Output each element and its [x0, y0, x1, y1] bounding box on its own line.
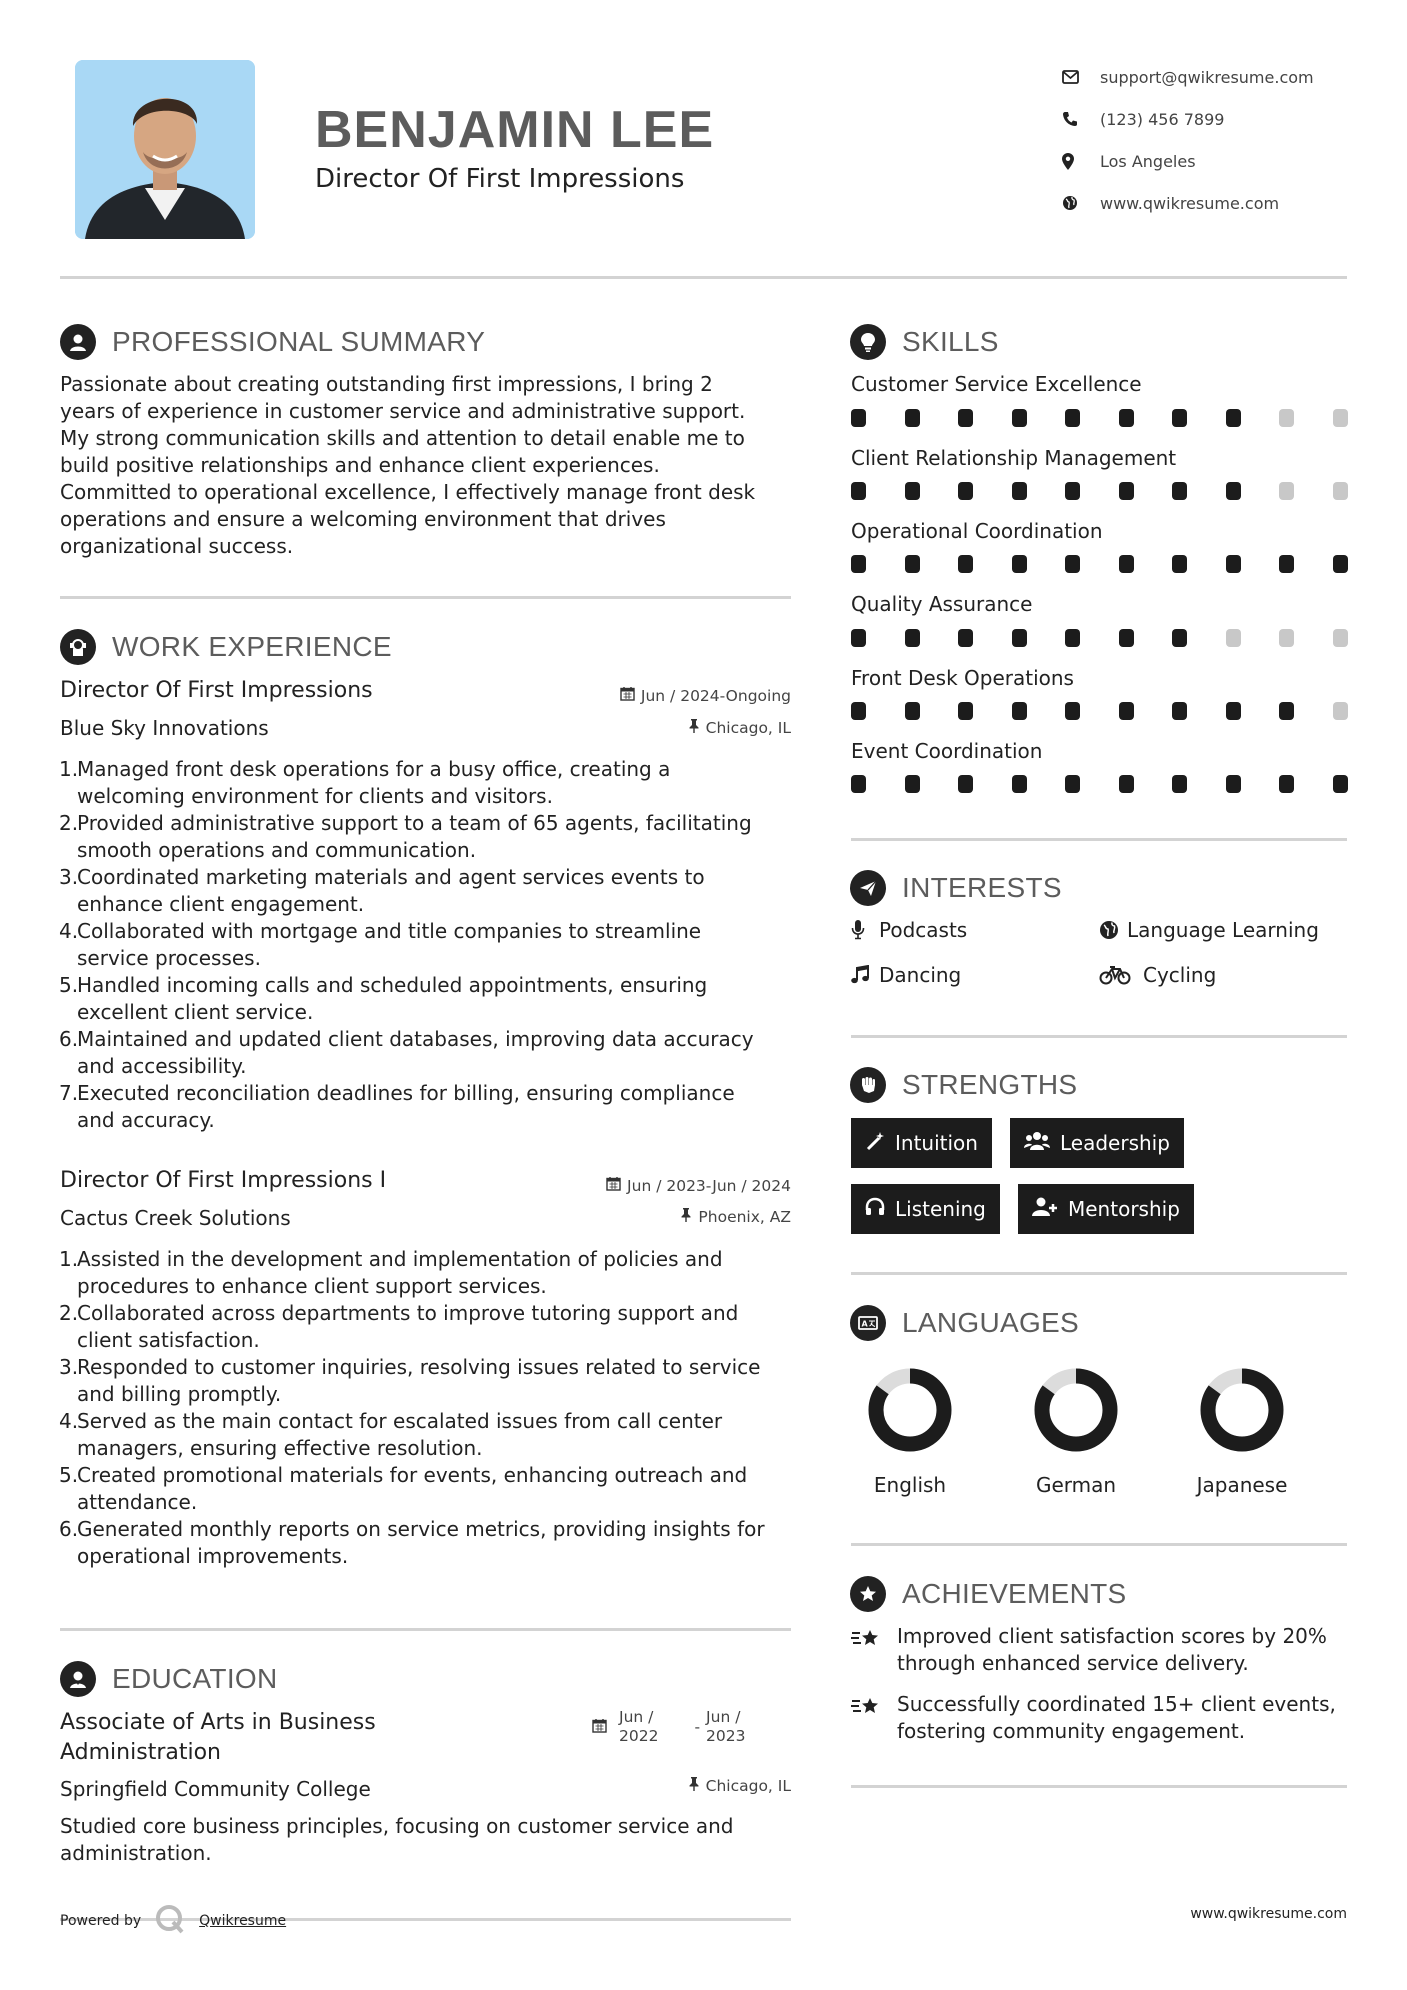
skill-rating — [851, 482, 1348, 500]
work-heading-text: WORK EXPERIENCE — [112, 631, 392, 662]
summary-line: My strong communication skills and attention to detail enable me to — [60, 426, 745, 450]
skill-dot-filled — [1226, 702, 1241, 720]
work-divider — [60, 1628, 791, 1631]
skill-dot-filled — [958, 629, 973, 647]
education-dates — [592, 1708, 746, 1746]
skill-dot-empty — [1333, 409, 1348, 427]
skill-dot-filled — [1172, 702, 1187, 720]
language-ring — [868, 1368, 952, 1452]
globe-icon — [1062, 195, 1100, 211]
skill-dot-filled — [1226, 555, 1241, 573]
pushpin-icon — [688, 719, 700, 737]
skill-name: Quality Assurance — [851, 592, 1033, 616]
job-title: Director Of First Impressions I — [60, 1168, 387, 1193]
job-dates — [606, 1176, 791, 1195]
skill-dot-filled — [1172, 409, 1187, 427]
strength-label: Intuition — [895, 1131, 978, 1155]
skill-dot-filled — [1279, 775, 1294, 793]
interest-item — [1099, 918, 1319, 942]
skill-dot-filled — [958, 702, 973, 720]
shooting-star-icon — [851, 1691, 897, 1745]
language-ring — [1200, 1368, 1284, 1452]
job-location-text: Chicago, IL — [705, 719, 791, 737]
skill-dot-filled — [958, 775, 973, 793]
skills-heading — [850, 324, 999, 360]
user-plus-icon — [1032, 1197, 1058, 1222]
language-name: English — [873, 1473, 947, 1497]
skill-rating — [851, 629, 1348, 647]
skill-dot-filled — [1065, 482, 1080, 500]
list-item: 3. Responded to customer inquiries, resolving issues related to service and billing promptly. — [59, 1355, 761, 1406]
summary-line: organizational success. — [60, 534, 294, 558]
job-dates-text: Jun / 2024-Ongoing — [640, 686, 791, 705]
skill-dot-filled — [851, 482, 866, 500]
headphones-icon — [865, 1197, 885, 1222]
education-end-date: Jun / 2023 — [706, 1708, 746, 1745]
skill-dot-filled — [851, 775, 866, 793]
calendar-icon — [606, 1176, 621, 1195]
skill-dot-empty — [1279, 409, 1294, 427]
interest-item — [851, 963, 961, 987]
skill-rating — [851, 775, 1348, 793]
languages-heading — [850, 1305, 1079, 1341]
skill-dot-filled — [1065, 629, 1080, 647]
skill-dot-filled — [958, 555, 973, 573]
contact-phone — [1062, 98, 1382, 140]
job-bullets — [59, 1246, 799, 1570]
skill-dot-filled — [1279, 555, 1294, 573]
strength-badge — [1018, 1184, 1194, 1234]
work-heading — [60, 629, 392, 665]
header-divider — [60, 276, 1347, 279]
skill-dot-filled — [905, 702, 920, 720]
skill-name: Event Coordination — [851, 739, 1043, 763]
job-title: Director Of First Impressions — [60, 678, 373, 703]
degree-line: Associate of Arts in Business — [60, 1710, 376, 1735]
skill-dot-filled — [1333, 775, 1348, 793]
interest-label: Language Learning — [1127, 918, 1319, 942]
location-text: Los Angeles — [1100, 151, 1196, 171]
paper-plane-icon — [850, 870, 886, 906]
education-desc-line: administration. — [60, 1841, 212, 1865]
achievement-item — [851, 1691, 1336, 1745]
skill-dot-empty — [1279, 629, 1294, 647]
skill-dot-filled — [1172, 629, 1187, 647]
skill-dot-filled — [851, 409, 866, 427]
strengths-heading — [850, 1067, 1077, 1103]
list-item: 2. Collaborated across departments to improve tutoring support and client satisfaction. — [59, 1301, 739, 1352]
contact-location — [1062, 140, 1382, 182]
education-location-text: Chicago, IL — [705, 1777, 791, 1795]
magic-wand-icon — [865, 1131, 885, 1156]
list-item: 4. Served as the main contact for escalated issues from call center managers, ensuring effective resolution. — [59, 1409, 723, 1460]
phone-icon — [1062, 111, 1100, 127]
skill-dot-filled — [905, 629, 920, 647]
skill-dot-empty — [1333, 629, 1348, 647]
email-text[interactable]: support@qwikresume.com — [1100, 67, 1314, 87]
skill-dot-filled — [958, 409, 973, 427]
fist-icon — [850, 1067, 886, 1103]
candidate-title: Director Of First Impressions — [315, 164, 685, 194]
skill-name: Front Desk Operations — [851, 666, 1074, 690]
education-location — [688, 1777, 791, 1795]
skill-rating — [851, 702, 1348, 720]
interest-item — [851, 918, 967, 942]
education-description — [60, 1813, 800, 1867]
list-item: 6. Maintained and updated client databases, improving data accuracy and accessibility. — [59, 1027, 754, 1078]
qwikresume-logo-icon — [155, 1904, 185, 1938]
pushpin-icon — [680, 1208, 692, 1226]
list-item: 4. Collaborated with mortgage and title companies to streamline service processes. — [59, 919, 702, 970]
skill-dot-filled — [1226, 409, 1241, 427]
footer-powered — [60, 1904, 286, 1938]
strength-label: Listening — [895, 1197, 986, 1221]
job-bullets — [59, 756, 799, 1134]
skill-dot-filled — [851, 629, 866, 647]
skill-dot-filled — [958, 482, 973, 500]
skills-heading-text: SKILLS — [902, 326, 999, 357]
skill-name: Client Relationship Management — [851, 446, 1177, 470]
brand-link[interactable]: Qwikresume — [199, 1913, 287, 1929]
list-item: 5. Created promotional materials for events, enhancing outreach and attendance. — [59, 1463, 748, 1514]
skill-dot-filled — [1226, 775, 1241, 793]
summary-line: operations and ensure a welcoming environment that drives — [60, 507, 666, 531]
achievement-item — [851, 1623, 1327, 1677]
job-location — [688, 719, 791, 737]
list-item: 1. Managed front desk operations for a busy office, creating a welcoming environment for clients and visitors. — [59, 757, 671, 808]
skill-dot-filled — [905, 775, 920, 793]
skill-dot-filled — [1012, 629, 1027, 647]
job-dates — [620, 686, 791, 705]
interest-item — [1099, 963, 1216, 987]
interests-heading — [850, 870, 1062, 906]
music-note-icon — [851, 965, 879, 985]
summary-line: Committed to operational excellence, I effectively manage front desk — [60, 480, 756, 504]
skill-rating — [851, 555, 1348, 573]
skill-dot-filled — [1172, 775, 1187, 793]
skill-dot-filled — [905, 409, 920, 427]
list-item: 5. Handled incoming calls and scheduled appointments, ensuring excellent client service. — [59, 973, 708, 1024]
achievement-line: Successfully coordinated 15+ client events, — [897, 1692, 1336, 1716]
languages-heading-text: LANGUAGES — [902, 1307, 1079, 1338]
envelope-icon — [1062, 70, 1100, 84]
skill-dot-filled — [905, 482, 920, 500]
calendar-icon — [592, 1708, 607, 1737]
list-item: 3. Coordinated marketing materials and agent services events to enhance client engagement. — [59, 865, 705, 916]
skill-dot-filled — [851, 702, 866, 720]
strength-label: Leadership — [1060, 1131, 1170, 1155]
skill-dot-empty — [1333, 482, 1348, 500]
interest-label: Dancing — [879, 963, 962, 987]
job-location — [680, 1208, 791, 1226]
skill-dot-filled — [905, 555, 920, 573]
skill-dot-empty — [1279, 482, 1294, 500]
achievement-line: Improved client satisfaction scores by 20% — [897, 1624, 1327, 1648]
degree-line: Administration — [60, 1740, 221, 1765]
skill-dot-empty — [1226, 629, 1241, 647]
svg-text:A: A — [861, 1319, 868, 1329]
achievements-heading-text: ACHIEVEMENTS — [902, 1578, 1127, 1609]
summary-heading — [60, 324, 485, 360]
profile-photo — [75, 60, 255, 239]
skill-dot-filled — [1172, 555, 1187, 573]
contact-block — [1062, 56, 1382, 224]
date-separator: - — [694, 1718, 701, 1736]
pushpin-icon — [688, 1777, 700, 1795]
skill-dot-filled — [1119, 775, 1134, 793]
skill-dot-filled — [1119, 409, 1134, 427]
user-icon — [60, 324, 96, 360]
skill-dot-filled — [1012, 775, 1027, 793]
degree-title — [60, 1708, 376, 1768]
list-item: 2. Provided administrative support to a team of 65 agents, facilitating smooth operations and communication. — [59, 811, 752, 862]
list-item: 1. Assisted in the development and implementation of policies and procedures to enhance client support services. — [59, 1247, 723, 1298]
candidate-name: BENJAMIN LEE — [315, 101, 715, 159]
job-dates-text: Jun / 2023-Jun / 2024 — [627, 1176, 791, 1195]
lightbulb-icon — [850, 324, 886, 360]
language-icon — [850, 1305, 886, 1341]
list-item: 7. Executed reconciliation deadlines for billing, ensuring compliance and accuracy. — [59, 1081, 735, 1132]
education-heading-text: EDUCATION — [112, 1663, 278, 1694]
job-location-text: Phoenix, AZ — [698, 1208, 791, 1226]
summary-heading-text: PROFESSIONAL SUMMARY — [112, 326, 486, 357]
interests-divider — [851, 1035, 1347, 1038]
job-company: Blue Sky Innovations — [60, 716, 269, 740]
skill-dot-filled — [1119, 702, 1134, 720]
skill-dot-filled — [1065, 409, 1080, 427]
education-start-date: Jun / 2022 — [619, 1708, 659, 1745]
microphone-icon — [851, 920, 879, 940]
footer-website[interactable]: www.qwikresume.com — [1190, 1906, 1347, 1922]
skill-dot-filled — [1226, 482, 1241, 500]
interest-label: Podcasts — [879, 918, 968, 942]
phone-text[interactable]: (123) 456 7899 — [1100, 109, 1225, 129]
achievement-line: fostering community engagement. — [897, 1719, 1246, 1743]
strength-badge — [1010, 1118, 1184, 1168]
skill-dot-filled — [1119, 482, 1134, 500]
languages-divider — [851, 1543, 1347, 1546]
skill-dot-filled — [1172, 482, 1187, 500]
education-heading — [60, 1661, 278, 1697]
skill-name: Operational Coordination — [851, 519, 1103, 543]
strength-badge — [851, 1184, 1000, 1234]
skill-dot-filled — [1119, 629, 1134, 647]
skill-dot-filled — [1012, 702, 1027, 720]
summary-line: build positive relationships and enhance client experiences. — [60, 453, 660, 477]
bicycle-icon — [1099, 965, 1143, 985]
users-icon — [1024, 1131, 1050, 1156]
skill-dot-filled — [1012, 482, 1027, 500]
skill-name: Customer Service Excellence — [851, 372, 1142, 396]
shooting-star-icon — [851, 1623, 897, 1677]
summary-divider — [60, 596, 791, 599]
summary-line: Passionate about creating outstanding first impressions, I bring 2 — [60, 372, 713, 396]
strengths-heading-text: STRENGTHS — [902, 1069, 1078, 1100]
language-name: German — [1035, 1473, 1117, 1497]
language-ring — [1034, 1368, 1118, 1452]
skill-dot-filled — [851, 555, 866, 573]
skill-dot-filled — [1119, 555, 1134, 573]
skills-divider — [851, 838, 1347, 841]
graduate-icon — [60, 1661, 96, 1697]
map-pin-icon — [1062, 153, 1100, 170]
website-text[interactable]: www.qwikresume.com — [1100, 193, 1280, 213]
skill-dot-filled — [1065, 775, 1080, 793]
skill-dot-filled — [1012, 409, 1027, 427]
skill-dot-filled — [1012, 555, 1027, 573]
achievements-divider — [851, 1785, 1347, 1788]
skill-dot-filled — [1065, 555, 1080, 573]
achievement-line: through enhanced service delivery. — [897, 1651, 1249, 1675]
skill-dot-filled — [1065, 702, 1080, 720]
globe-icon — [1099, 920, 1127, 940]
star-badge-icon — [850, 1576, 886, 1612]
job-company: Cactus Creek Solutions — [60, 1206, 291, 1230]
achievements-heading — [850, 1576, 1127, 1612]
skill-dot-filled — [1333, 555, 1348, 573]
skill-dot-filled — [1279, 702, 1294, 720]
briefcase-icon — [60, 629, 96, 665]
calendar-icon — [620, 686, 635, 705]
strength-label: Mentorship — [1068, 1197, 1180, 1221]
interest-label: Cycling — [1143, 963, 1217, 987]
language-name: Japanese — [1196, 1473, 1288, 1497]
school-name: Springfield Community College — [60, 1777, 371, 1801]
education-desc-line: Studied core business principles, focusing on customer service and — [60, 1814, 734, 1838]
interests-heading-text: INTERESTS — [902, 872, 1062, 903]
strength-badge — [851, 1118, 992, 1168]
skill-rating — [851, 409, 1348, 427]
contact-email — [1062, 56, 1382, 98]
summary-line: years of experience in customer service and administrative support. — [60, 399, 746, 423]
list-item: 6. Generated monthly reports on service metrics, providing insights for operational improvements. — [59, 1517, 765, 1568]
contact-website — [1062, 182, 1382, 224]
strengths-divider — [851, 1272, 1347, 1275]
skill-dot-empty — [1333, 702, 1348, 720]
summary-text — [60, 371, 800, 560]
powered-by-text: Powered by — [60, 1913, 142, 1929]
